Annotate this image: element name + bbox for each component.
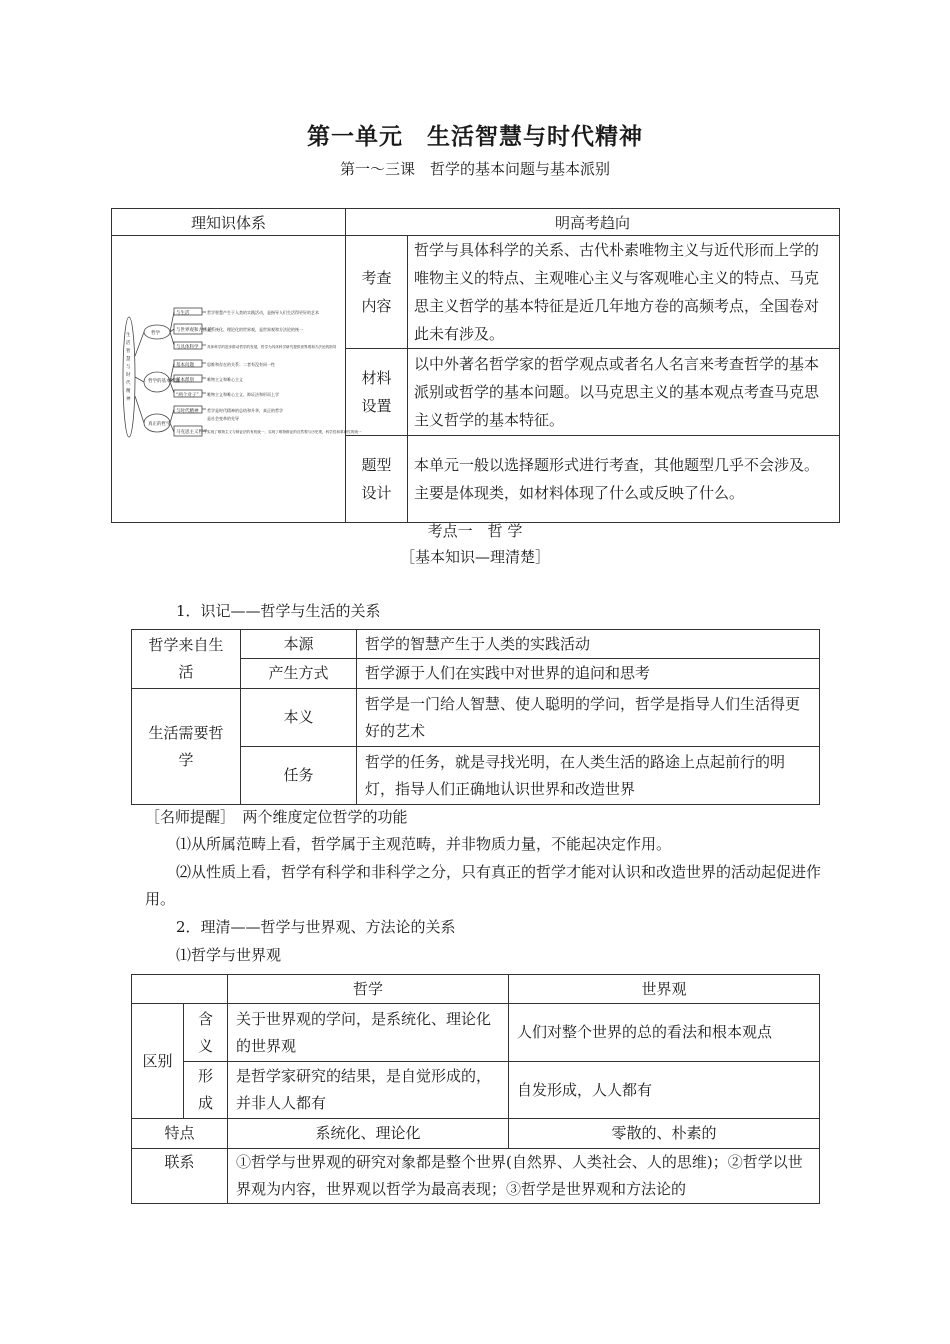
section-heading: 考点一 哲 学 — [427, 522, 523, 540]
row-label: 本源 — [241, 630, 357, 659]
mindmap-branch-life: 与生活 — [176, 311, 190, 316]
row-text: 哲学的智慧产生于人类的实践活动 — [357, 630, 820, 659]
overview-row-text: 哲学与具体科学的关系、古代朴素唯物主义与近代形而上学的唯物主义的特点、主观唯心主义与客观唯心主义的特点、马克思主义哲学的基本特征是近几年地方卷的高频考点，全国卷对此未有涉及。 — [408, 236, 840, 349]
tip-item-2: ⑵从性质上看，哲学有科学和非科学之分，只有真正的哲学才能对认识和改造世界的活动起促进作用。 — [145, 863, 822, 908]
row-formation-text: 形成 — [197, 1067, 213, 1112]
mindmap-leaf-3: 具体科学的进步推动哲学的发展，哲学为具体科学研究提供世界观和方法论的指导 — [207, 345, 337, 349]
row-text: 哲学源于人们在实践中对世界的追问和思考 — [357, 659, 820, 689]
col-philosophy: 哲学 — [228, 975, 509, 1004]
overview-row-label: 考查内容 — [346, 236, 408, 349]
tip-title: ［名师提醒］ 两个维度定位哲学的功能 — [145, 808, 408, 826]
overview-row-text: 本单元一般以选择题形式进行考查，其他题型几乎不会涉及。主要是体现类，如材料体现了什么或反映了什么。 — [408, 435, 840, 522]
item1-title: 1．识记——哲学与生活的关系 — [176, 602, 381, 620]
col-worldview: 世界观 — [509, 975, 820, 1004]
mindmap-root-text: 生活智慧与时代精神 — [126, 333, 131, 402]
row-text: 哲学的任务，就是寻找光明，在人类生活的路途上点起前行的明灯，指导人们正确地认识世界和改造世界 — [357, 747, 820, 805]
mindmap-leaf-8: 是社会变革的先导 — [207, 416, 239, 421]
row-label: 产生方式 — [241, 659, 357, 689]
section-subheading: ［基本知识—理清楚］ — [399, 548, 550, 566]
mindmap-node-philosophy: 哲学 — [151, 331, 160, 336]
mindmap-leaf-2: 是系统化、理论化的世界观，是世界观和方法论的统一 — [207, 327, 303, 332]
corner-cell — [132, 975, 228, 1004]
mindmap-branch-science: 与具体科学 — [176, 345, 199, 350]
mindmap-leaf-4: 思维和存在的关系；二者有没有同一性 — [207, 362, 275, 367]
row-formation-label — [184, 1062, 228, 1119]
item2-title: 2．理清——哲学与世界观、方法论的关系 — [176, 918, 456, 936]
group-difference: 区别 — [132, 1004, 184, 1119]
mindmap-leaf-1: 哲学智慧产生于人类的实践活动，是指导人们生活得更好的艺术 — [207, 310, 319, 315]
relation-text: ①哲学与世界观的研究对象都是整个世界(自然界、人类社会、人的思维)；②哲学以世界观为内容，世界观以哲学为最高表现；③哲学是世界观和方法论的 — [228, 1149, 820, 1204]
row-label: 本义 — [241, 689, 357, 747]
mindmap-node-true-philosophy: 真正的哲学 — [148, 422, 171, 427]
mindmap-leaf-9: 实现了唯物主义与辩证法的有机统一，实现了唯物辩证的自然观与历史观，科学性和革命性的统一 — [207, 430, 362, 434]
formation-philosophy: 是哲学家研究的结果，是自觉形成的，并非人人都有 — [228, 1062, 509, 1119]
philosophy-life-table — [131, 629, 820, 805]
mindmap-diagram — [112, 236, 362, 518]
overview-row-label: 题型设计 — [346, 435, 408, 522]
row-meaning-text: 含义 — [197, 1009, 213, 1055]
meaning-worldview: 人们对整个世界的总的看法和根本观点 — [509, 1004, 820, 1062]
item2-subtitle: ⑴哲学与世界观 — [176, 946, 282, 964]
knowledge-mindmap — [112, 236, 362, 523]
feature-worldview: 零散的、朴素的 — [509, 1119, 820, 1149]
group-philosophy-from-life: 哲学来自生活 — [132, 630, 241, 689]
philosophy-worldview-table — [131, 974, 820, 1204]
overview-header-left: 理知识体系 — [112, 209, 346, 236]
row-meaning-label — [184, 1004, 228, 1062]
mindmap-branch-basic-question: 基本问题 — [176, 363, 194, 368]
overview-row-text: 以中外著名哲学家的哲学观点或者名人名言来考查哲学的基本派别或哲学的基本问题。以马克思主义的基本观点考查马克思主义哲学的基本特征。 — [408, 349, 840, 435]
page-subtitle: 第一～三课 哲学的基本问题与基本派别 — [339, 160, 610, 178]
meaning-philosophy: 关于世界观的学问，是系统化、理论化的世界观 — [228, 1004, 509, 1062]
feature-philosophy: 系统化、理论化 — [228, 1119, 509, 1149]
mindmap-branch-basic-schools: 基本派别 — [176, 378, 194, 383]
mindmap-leaf-6: 唯物主义和唯心主义、辩证法和形而上学 — [207, 392, 279, 397]
mindmap-node-basic-question: 哲学的基本问题 — [148, 379, 180, 384]
row-text: 哲学是一门给人智慧、使人聪明的学问，哲学是指导人们生活得更好的艺术 — [357, 689, 820, 747]
overview-header-right: 明高考趋向 — [346, 209, 840, 236]
mindmap-leaf-5: 唯物主义和唯心主义 — [207, 377, 243, 382]
overview-row-label: 材料设置 — [346, 349, 408, 435]
tip-item-1: ⑴从所属范畴上看，哲学属于主观范畴，并非物质力量，不能起决定作用。 — [176, 835, 672, 853]
mindmap-branch-worldview: 与世界观和方法论 — [176, 328, 212, 333]
mindmap-branch-marxism: 马克思主义哲学 — [176, 430, 208, 435]
mindmap-branch-two-pairs: “两个对子” — [176, 393, 199, 398]
mindmap-branch-era: 与时代精神 — [176, 409, 199, 414]
mindmap-leaf-7: 哲学是时代精神的总结和升华，真正的哲学 — [207, 408, 283, 413]
row-label: 任务 — [241, 747, 357, 805]
overview-table — [111, 208, 840, 523]
page-title: 第一单元 生活智慧与时代精神 — [307, 124, 643, 150]
formation-worldview: 自发形成，人人都有 — [509, 1062, 820, 1119]
row-relation-label: 联系 — [132, 1149, 228, 1204]
group-life-needs-philosophy: 生活需要哲学 — [132, 689, 241, 805]
row-feature-label: 特点 — [132, 1119, 228, 1149]
